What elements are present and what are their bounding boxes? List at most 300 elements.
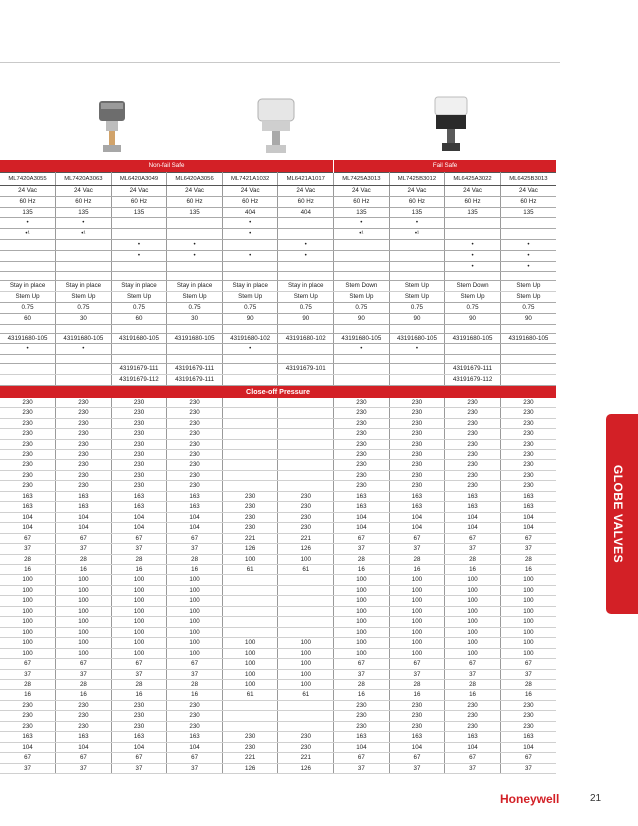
pressure-cell: 100 [0, 648, 56, 658]
pressure-cell: 230 [56, 711, 112, 721]
spec-cell: 60 [111, 313, 167, 324]
product-photos [0, 95, 560, 160]
spec-cell [500, 355, 556, 364]
pressure-cell: 230 [111, 398, 167, 408]
pressure-cell: 28 [389, 554, 445, 564]
pressure-cell: 230 [167, 408, 223, 418]
pressure-cell: 230 [334, 450, 390, 460]
spec-cell [278, 272, 334, 281]
pressure-cell: 163 [500, 502, 556, 512]
spec-cell: • [445, 250, 501, 261]
spec-cell: • [0, 218, 56, 229]
pressure-cell: 230 [445, 418, 501, 428]
pressure-cell: 100 [445, 585, 501, 595]
pressure-row [0, 659, 556, 669]
spec-cell: Stem Up [500, 292, 556, 303]
pressure-cell: 104 [167, 523, 223, 533]
spec-cell: 90 [278, 313, 334, 324]
pressure-cell: 104 [111, 512, 167, 522]
spec-cell: 60 Hz [500, 196, 556, 207]
spec-cell: 60 Hz [278, 196, 334, 207]
pressure-cell: 104 [0, 742, 56, 752]
pressure-cell [278, 470, 334, 480]
pressure-cell: 104 [500, 523, 556, 533]
pressure-cell: 67 [167, 659, 223, 669]
pressure-cell [222, 429, 278, 439]
spec-cell: Stem Up [278, 292, 334, 303]
spec-cell: 60 Hz [167, 196, 223, 207]
spec-cell: • [389, 344, 445, 355]
spec-cell: •¹ [389, 229, 445, 240]
spec-cell: 135 [111, 207, 167, 218]
pressure-cell: 230 [334, 418, 390, 428]
spec-cell [111, 344, 167, 355]
spec-cell: 43191680-105 [167, 333, 223, 344]
pressure-row [0, 512, 556, 522]
spec-cell: 60 Hz [0, 196, 56, 207]
spec-cell [278, 374, 334, 385]
pressure-cell: 67 [389, 533, 445, 543]
pressure-cell: 100 [222, 679, 278, 689]
pressure-cell: 230 [500, 700, 556, 710]
pressure-cell: 230 [111, 418, 167, 428]
pressure-cell [278, 481, 334, 491]
pressure-cell: 67 [445, 753, 501, 763]
pressure-cell: 230 [0, 439, 56, 449]
pressure-cell: 230 [389, 398, 445, 408]
pressure-cell [222, 606, 278, 616]
spec-cell: 135 [167, 207, 223, 218]
pressure-cell [278, 711, 334, 721]
pressure-row [0, 742, 556, 752]
model-header-cell: ML7420A3063 [56, 173, 112, 186]
spec-cell: • [389, 218, 445, 229]
spec-cell [0, 374, 56, 385]
pressure-cell: 163 [111, 502, 167, 512]
pressure-cell [222, 585, 278, 595]
pressure-cell: 67 [111, 533, 167, 543]
pressure-cell: 67 [445, 659, 501, 669]
spec-cell: 24 Vac [500, 186, 556, 197]
pressure-cell: 230 [111, 700, 167, 710]
pressure-cell: 230 [167, 450, 223, 460]
pressure-cell: 28 [0, 554, 56, 564]
pressure-cell: 37 [334, 544, 390, 554]
pressure-row [0, 523, 556, 533]
spec-cell: • [334, 218, 390, 229]
pressure-cell: 230 [500, 450, 556, 460]
pressure-cell: 230 [389, 700, 445, 710]
pressure-cell: 230 [389, 429, 445, 439]
spec-cell [389, 250, 445, 261]
pressure-cell: 230 [500, 721, 556, 731]
pressure-cell: 230 [167, 711, 223, 721]
spec-cell [445, 218, 501, 229]
spec-cell: 43191680-105 [56, 333, 112, 344]
pressure-cell: 100 [389, 596, 445, 606]
spec-cell: Stem Up [389, 292, 445, 303]
pressure-cell: 163 [167, 491, 223, 501]
spec-cell: Stem Up [500, 281, 556, 292]
pressure-row [0, 596, 556, 606]
pressure-cell: 100 [0, 606, 56, 616]
pressure-cell: 163 [0, 502, 56, 512]
pressure-cell: 100 [0, 627, 56, 637]
pressure-cell: 37 [500, 544, 556, 554]
pressure-row [0, 627, 556, 637]
honeywell-logo: Honeywell [500, 792, 560, 806]
spec-table [0, 160, 556, 774]
spec-cell [500, 272, 556, 281]
spec-cell [334, 364, 390, 375]
pressure-cell: 16 [167, 565, 223, 575]
pressure-cell: 16 [500, 565, 556, 575]
spec-cell [222, 261, 278, 272]
pressure-cell: 230 [0, 450, 56, 460]
pressure-cell: 100 [167, 575, 223, 585]
actuator-photo-white [254, 95, 298, 157]
pressure-cell: 163 [111, 732, 167, 742]
pressure-cell [278, 418, 334, 428]
spec-row [0, 281, 556, 292]
pressure-cell: 100 [445, 648, 501, 658]
spec-row [0, 207, 556, 218]
pressure-cell [222, 700, 278, 710]
spec-cell [111, 324, 167, 333]
spec-cell [222, 364, 278, 375]
pressure-cell: 16 [445, 565, 501, 575]
pressure-cell: 28 [167, 679, 223, 689]
spec-cell: 90 [445, 313, 501, 324]
pressure-cell: 230 [111, 721, 167, 731]
spec-cell [389, 239, 445, 250]
pressure-cell: 100 [500, 585, 556, 595]
pressure-cell [278, 617, 334, 627]
pressure-cell: 163 [445, 502, 501, 512]
spec-cell: •¹ [334, 229, 390, 240]
spec-cell: • [445, 239, 501, 250]
spec-cell [167, 355, 223, 364]
pressure-cell: 230 [500, 711, 556, 721]
pressure-cell: 230 [334, 408, 390, 418]
pressure-cell [222, 439, 278, 449]
pressure-cell: 230 [0, 721, 56, 731]
pressure-cell: 37 [0, 669, 56, 679]
pressure-cell: 230 [389, 721, 445, 731]
spec-cell: • [111, 250, 167, 261]
pressure-cell: 230 [0, 418, 56, 428]
spec-cell [167, 218, 223, 229]
spec-cell: 0.75 [167, 302, 223, 313]
pressure-cell: 100 [500, 617, 556, 627]
pressure-cell: 100 [389, 638, 445, 648]
spec-cell: Stem Up [445, 292, 501, 303]
pressure-cell: 67 [334, 659, 390, 669]
pressure-cell [278, 398, 334, 408]
pressure-cell: 230 [389, 711, 445, 721]
pressure-cell: 67 [445, 533, 501, 543]
pressure-cell: 28 [111, 679, 167, 689]
pressure-cell: 221 [222, 753, 278, 763]
pressure-cell [278, 721, 334, 731]
spec-cell [222, 272, 278, 281]
pressure-cell: 230 [278, 732, 334, 742]
pressure-row [0, 565, 556, 575]
pressure-cell: 104 [56, 742, 112, 752]
pressure-cell: 163 [500, 732, 556, 742]
pressure-row [0, 732, 556, 742]
spec-cell: 0.75 [0, 302, 56, 313]
pressure-cell: 100 [445, 606, 501, 616]
spec-row [0, 364, 556, 375]
close-off-pressure-title: Close-off Pressure [0, 385, 556, 398]
pressure-cell: 100 [445, 627, 501, 637]
pressure-row [0, 544, 556, 554]
pressure-cell: 67 [500, 659, 556, 669]
pressure-cell: 163 [389, 502, 445, 512]
pressure-cell: 230 [222, 512, 278, 522]
spec-cell: 90 [389, 313, 445, 324]
spec-cell: 43191680-105 [334, 333, 390, 344]
spec-cell: 43191679-111 [445, 364, 501, 375]
pressure-cell: 28 [167, 554, 223, 564]
spec-cell [167, 324, 223, 333]
spec-cell [334, 272, 390, 281]
model-header-cell: ML6420A3056 [167, 173, 223, 186]
pressure-cell: 16 [56, 690, 112, 700]
spec-cell: • [500, 250, 556, 261]
pressure-cell: 67 [334, 753, 390, 763]
spec-cell: Stem Down [334, 281, 390, 292]
spec-cell: Stay in place [111, 281, 167, 292]
spec-cell: 24 Vac [56, 186, 112, 197]
pressure-cell: 37 [500, 669, 556, 679]
spec-cell: 90 [500, 313, 556, 324]
pressure-cell: 37 [0, 544, 56, 554]
pressure-cell: 230 [334, 429, 390, 439]
pressure-cell: 163 [445, 491, 501, 501]
pressure-cell: 163 [334, 491, 390, 501]
pressure-cell [278, 460, 334, 470]
pressure-cell: 100 [500, 638, 556, 648]
spec-cell: 90 [334, 313, 390, 324]
pressure-cell [222, 408, 278, 418]
pressure-cell: 230 [167, 398, 223, 408]
pressure-cell: 37 [167, 544, 223, 554]
spec-row [0, 355, 556, 364]
pressure-cell: 28 [445, 679, 501, 689]
pressure-cell: 230 [56, 408, 112, 418]
pressure-cell: 67 [56, 753, 112, 763]
pressure-cell: 230 [278, 512, 334, 522]
model-header-cell: ML6421A1017 [278, 173, 334, 186]
spec-row [0, 196, 556, 207]
spec-cell: 43191679-112 [111, 374, 167, 385]
pressure-cell: 100 [500, 627, 556, 637]
spec-cell: 24 Vac [111, 186, 167, 197]
pressure-cell: 230 [500, 439, 556, 449]
pressure-cell: 100 [222, 638, 278, 648]
pressure-cell [278, 700, 334, 710]
pressure-cell: 100 [445, 638, 501, 648]
pressure-cell: 230 [167, 700, 223, 710]
spec-cell: 135 [334, 207, 390, 218]
spec-cell [56, 250, 112, 261]
pressure-cell: 100 [167, 617, 223, 627]
spec-cell [445, 272, 501, 281]
pressure-cell: 230 [445, 721, 501, 731]
spec-cell [334, 355, 390, 364]
spec-cell [0, 324, 56, 333]
spec-cell: Stay in place [167, 281, 223, 292]
pressure-cell: 28 [500, 679, 556, 689]
pressure-cell: 100 [389, 606, 445, 616]
pressure-cell: 37 [111, 544, 167, 554]
pressure-cell: 100 [0, 617, 56, 627]
pressure-cell: 100 [222, 648, 278, 658]
spec-cell: Stem Up [222, 292, 278, 303]
spec-row [0, 324, 556, 333]
pressure-cell: 37 [389, 544, 445, 554]
pressure-cell: 16 [389, 565, 445, 575]
pressure-cell: 126 [278, 544, 334, 554]
pressure-cell: 16 [111, 565, 167, 575]
spec-cell [389, 364, 445, 375]
pressure-cell: 37 [445, 763, 501, 773]
pressure-cell: 28 [334, 554, 390, 564]
pressure-cell: 61 [278, 565, 334, 575]
pressure-cell: 28 [500, 554, 556, 564]
pressure-cell: 230 [0, 700, 56, 710]
spec-cell: 24 Vac [222, 186, 278, 197]
non-fail-safe-header: Non-fail Safe [0, 160, 334, 173]
pressure-cell: 230 [222, 523, 278, 533]
pressure-cell: 230 [222, 732, 278, 742]
pressure-cell: 230 [56, 439, 112, 449]
spec-row [0, 229, 556, 240]
pressure-row [0, 554, 556, 564]
pressure-cell: 16 [334, 690, 390, 700]
spec-cell: • [222, 344, 278, 355]
spec-cell [56, 272, 112, 281]
pressure-cell: 100 [334, 596, 390, 606]
spec-cell: 135 [389, 207, 445, 218]
spec-cell: 135 [445, 207, 501, 218]
spec-cell: 60 Hz [334, 196, 390, 207]
spec-cell: • [167, 239, 223, 250]
pressure-cell: 104 [111, 523, 167, 533]
pressure-cell: 230 [56, 721, 112, 731]
pressure-cell: 61 [222, 690, 278, 700]
pressure-cell: 100 [389, 648, 445, 658]
pressure-cell: 100 [0, 638, 56, 648]
pressure-cell: 67 [167, 753, 223, 763]
pressure-cell: 100 [167, 648, 223, 658]
pressure-cell: 230 [389, 460, 445, 470]
spec-cell: • [278, 250, 334, 261]
pressure-cell: 100 [56, 606, 112, 616]
spec-cell [278, 355, 334, 364]
pressure-cell: 230 [0, 398, 56, 408]
pressure-cell: 230 [445, 711, 501, 721]
pressure-cell [222, 711, 278, 721]
pressure-cell: 37 [389, 763, 445, 773]
pressure-row [0, 721, 556, 731]
pressure-cell: 230 [56, 418, 112, 428]
pressure-cell: 230 [111, 711, 167, 721]
spec-cell: •¹ [0, 229, 56, 240]
pressure-cell: 100 [167, 638, 223, 648]
spec-cell: 24 Vac [0, 186, 56, 197]
pressure-cell: 100 [56, 648, 112, 658]
spec-cell [334, 374, 390, 385]
pressure-cell: 230 [334, 481, 390, 491]
pressure-cell: 230 [500, 398, 556, 408]
spec-cell [56, 374, 112, 385]
spec-cell [222, 324, 278, 333]
spec-cell [167, 229, 223, 240]
spec-cell: 43191679-101 [278, 364, 334, 375]
pressure-cell: 100 [500, 606, 556, 616]
pressure-cell: 100 [0, 585, 56, 595]
pressure-row [0, 669, 556, 679]
fail-safe-header: Fail Safe [334, 160, 556, 173]
pressure-cell [222, 398, 278, 408]
spec-cell [278, 324, 334, 333]
pressure-row [0, 606, 556, 616]
pressure-cell: 28 [111, 554, 167, 564]
pressure-cell: 67 [0, 753, 56, 763]
pressure-cell: 37 [167, 763, 223, 773]
pressure-cell [278, 575, 334, 585]
pressure-cell: 28 [56, 679, 112, 689]
spec-cell: • [222, 229, 278, 240]
actuator-photo-black [430, 95, 472, 155]
pressure-cell: 126 [222, 763, 278, 773]
spec-cell: Stem Up [56, 292, 112, 303]
spec-cell: 43191679-111 [111, 364, 167, 375]
pressure-cell: 230 [445, 460, 501, 470]
pressure-cell: 104 [389, 742, 445, 752]
spec-cell: Stem Up [334, 292, 390, 303]
model-header-cell: ML6425A3022 [445, 173, 501, 186]
spec-cell: 43191680-105 [111, 333, 167, 344]
pressure-cell: 100 [56, 638, 112, 648]
pressure-cell [278, 596, 334, 606]
spec-cell: 60 [0, 313, 56, 324]
pressure-cell: 230 [500, 418, 556, 428]
pressure-cell: 100 [222, 669, 278, 679]
pressure-cell: 100 [111, 617, 167, 627]
close-off-pressure-band [0, 385, 556, 398]
spec-cell [111, 229, 167, 240]
pressure-row [0, 398, 556, 408]
pressure-cell: 100 [278, 679, 334, 689]
pressure-cell: 230 [167, 470, 223, 480]
spec-cell: 30 [56, 313, 112, 324]
safety-group-row [0, 160, 556, 173]
spec-row [0, 292, 556, 303]
spec-cell [167, 261, 223, 272]
pressure-cell: 37 [111, 669, 167, 679]
pressure-cell: 61 [222, 565, 278, 575]
spec-cell: Stay in place [222, 281, 278, 292]
pressure-cell: 230 [334, 721, 390, 731]
spec-cell: • [167, 250, 223, 261]
pressure-cell: 126 [222, 544, 278, 554]
pressure-cell: 230 [0, 460, 56, 470]
pressure-cell: 100 [0, 596, 56, 606]
